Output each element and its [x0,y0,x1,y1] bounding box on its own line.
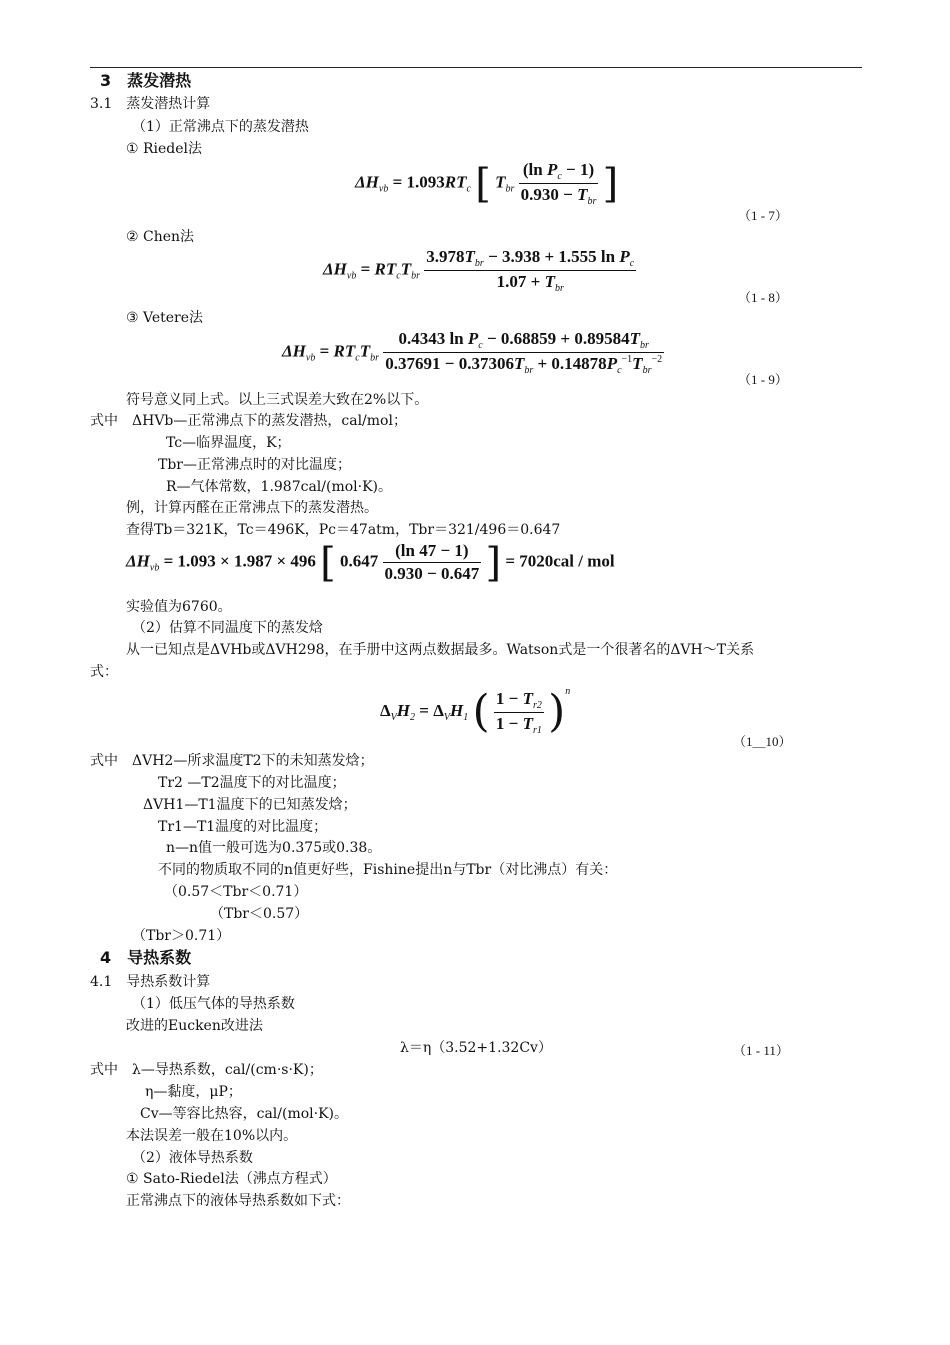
symbol-line: Tbr—正常沸点时的对比温度； [158,457,351,473]
item-1-heading: （1）正常沸点下的蒸发潜热 [132,119,309,135]
section-3-title: 3 蒸发潜热 [100,71,192,90]
fishine-range: （Tbr＜0.57） [210,906,309,922]
item-2-heading: （2）液体导热系数 [132,1150,253,1166]
watson-intro: 从一已知点是ΔVHb或ΔVH298，在手册中这两点数据最多。Watson式是一个很著名的ΔVH～T关系 [126,642,755,658]
watson-intro-cont: 式： [90,664,118,680]
fishine-range: （Tbr＞0.71） [132,928,231,944]
watson-symbol-line: n—n值一般可选为0.375或0.38。 [166,840,382,856]
watson-symbol-line: 不同的物质取不同的n值更好些，Fishine提出n与Tbr（对比沸点）有关： [158,862,618,878]
example-equation: $\Delta H_{vb} = 1.093 \times 1.987 \times 496$ [ 0.647 $\frac{(\ln 47 - 1)}{0.930 - 0.647}$ ] = 7020cal / mol [126,539,615,586]
eucken-method: 改进的Eucken改进法 [126,1018,263,1034]
eucken-symbol-line: 式中 λ—导热系数，cal/(cm·s·K)； [90,1062,323,1078]
example-result: = 7020cal / mol [505,551,615,571]
watson-symbol-line: 式中 ΔVH2—所求温度T2下的未知蒸发焓； [90,753,374,769]
eucken-eq-number: （1 - 11） [733,1043,789,1058]
section-4-1-title: 4.1 导热系数计算 [90,974,211,990]
fishine-range: （0.57＜Tbr＜0.71） [164,884,308,900]
experimental-value: 实验值为6760。 [126,599,232,615]
section-3-1-title: 3.1 蒸发潜热计算 [90,96,211,112]
eucken-symbol-line: Cv—等容比热容，cal/(mol·K)。 [140,1106,349,1122]
sato-riedel-desc: 正常沸点下的液体导热系数如下式： [126,1193,350,1209]
chen-label: ② Chen法 [126,229,195,245]
watson-symbol-line: ΔVH1—T1温度下的已知蒸发焓； [143,797,357,813]
symbol-line: Tc—临界温度，K； [166,435,291,451]
vetere-label: ③ Vetere法 [126,310,203,326]
riedel-eq-number: （1 - 7） [738,208,788,223]
item-1-heading: （1）低压气体的导热系数 [132,996,295,1012]
watson-eq-number: （1＿10） [733,734,792,749]
example-text: 例，计算丙醛在正常沸点下的蒸发潜热。 [126,500,378,516]
watson-symbol-line: Tr1—T1温度的对比温度； [158,819,328,835]
riedel-label: ① Riedel法 [126,141,203,157]
watson-symbol-line: Tr2 —T2温度下的对比温度； [158,775,346,791]
watson-equation: $\Delta_VH_2 = \Delta_VH_1$ ( $\frac{1 - T_{r2}}{1 - T_{r1}}$ )$^n$ [380,686,571,738]
eucken-symbol-line: η—黏度，μP； [145,1084,242,1100]
eucken-formula: λ＝η（3.52+1.32Cv） [400,1040,552,1056]
header-rule [90,67,862,68]
vetere-eq-number: （1 - 9） [738,372,788,387]
symbol-line: 式中 ΔHVb—正常沸点下的蒸发潜热，cal/mol； [90,413,407,429]
eucken-error-note: 本法误差一般在10%以内。 [126,1128,298,1144]
symbol-line: R—气体常数，1.987cal/(mol·K)。 [166,479,393,495]
vetere-equation: $\Delta H_{vb} = RT_cT_{br}$ $\frac{0.4343 \ln P_c - 0.68859 + 0.89584T_{br}}{0.37691 - 0.37306T_{br} + 0.14878P_c^{-1}T_{br}^{-2}}$ [282,329,663,376]
section-4-title: 4 导热系数 [100,948,192,967]
lookup-values: 查得Tb＝321K，Tc＝496K，Pc＝47atm，Tbr＝321/496＝0.647 [126,522,561,538]
item-2-heading: （2）估算不同温度下的蒸发焓 [132,620,323,636]
riedel-equation: $\Delta H_{vb} = 1.093RT_c$ [ $T_{br}$ $\frac{(\ln P_c - 1)}{0.930 - T_{br}}$ ] [355,160,619,207]
chen-eq-number: （1 - 8） [738,290,788,305]
chen-equation: $\Delta H_{vb} = RT_cT_{br}$ $\frac{3.978T_{br} - 3.938 + 1.555 \ln P_c}{1.07 + T_{br}}$ [323,247,635,294]
sato-riedel-label: ① Sato-Riedel法（沸点方程式） [126,1171,337,1187]
error-note: 符号意义同上式。以上三式误差大致在2%以下。 [126,392,429,408]
